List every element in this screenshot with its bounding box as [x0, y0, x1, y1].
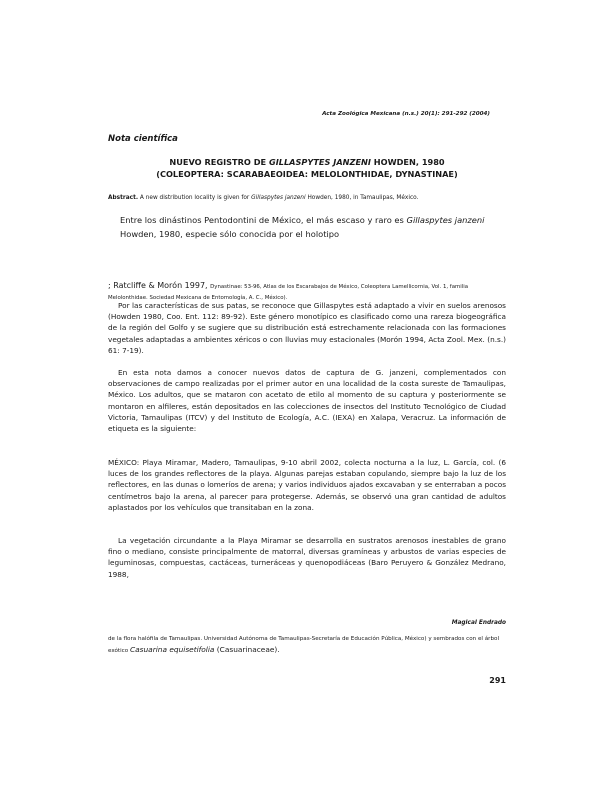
author-signature: Magical Endrado: [451, 620, 506, 626]
paragraph-3: MÉXICO: Playa Miramar, Madero, Tamaulipas, 9-10 abril 2002, colecta nocturna a la luz, L. García, col. (6 luces de los grandes reflectores de la playa. Algunas parejas estaban copulando, siempre bajo la luz de los reflectores, en las dunas o lomeríos de arena; y varios individuos ajados excavaban y se enterraban a pocos centímetros bajo la arena, al parecer para protegerse. Además, se observó una gran cantidad de adultos aplastados por los vehículos que transitaban en la zona.: [108, 458, 506, 512]
intro-paragraph: Entre los dinástinos Pentodontini de México, el más escaso y raro es Gillaspytes janzeni Howden, 1980, especie sólo conocida por el holotipo: [120, 215, 485, 239]
reference-note: ; Ratcliffe & Morón 1997, Dynastinae: 53-96, Atlas de los Escarabajos de México, Coleoptera Lamellicornia, Vol. 1, familia Melolonthidae. Sociedad Mexicana de Entomología, A. C., México).: [108, 281, 469, 301]
paragraph-1: Por las características de sus patas, se reconoce que Gillaspytes está adaptado a vivir en suelos arenosos (Howden 1980, Coo. Ent. 112: 89-92). Este género monotípico es clasificado como una rareza biogeográfica de la región del Golfo y se sugiere que su distribución está estrechamente relacionada con las formaciones vegetales adaptadas a ambientes xéricos o con lluvias muy estacionales (Morón 1994, Acta Zool. Mex. (n.s.) 61: 7-19).: [108, 301, 506, 355]
journal-reference: Acta Zoológica Mexicana (n.s.) 20(1): 291-292 (2004): [322, 111, 490, 117]
article-title: [108, 156, 506, 180]
title-line-2: (COLEOPTERA: SCARABAEOIDEA: MELOLONTHIDAE, DYNASTINAE): [156, 169, 458, 179]
paragraph-2: En esta nota damos a conocer nuevos datos de captura de G. janzeni, complementados con observaciones de campo realizadas por el primer autor en una localidad de la costa sureste de Tamaulipas, México. Los adultos, que se mataron con acetato de etilo al momento de su captura y posteriormente se montaron en alfileres, están depositados en las colecciones de insectos del Instituto Tecnológico de Ciudad Victoria, Tamaulipas (ITCV) y del Instituto de Ecología, A.C. (IEXA) en Xalapa, Veracruz. La información de etiqueta es la siguiente:: [108, 368, 506, 434]
paragraph-4: La vegetación circundante a la Playa Miramar se desarrolla en sustratos arenosos inestables de grano fino o mediano, consiste principalmente de matorral, diversas gramíneas y arbustos de varias especies de leguminosas, compuestas, cactáceas, turneráceas y quenopodiáceas (Baro Peruyero & González Medrano, 1988,: [108, 536, 506, 579]
page-number: 291: [489, 676, 506, 685]
continuation-text: de la flora halófila de Tamaulipas. Universidad Autónoma de Tamaulipas-Secretaría de Educación Pública, México) y sembrados con el árbol exótico Casuarina equisetifolia (Casuarinaceae).: [108, 636, 500, 654]
title-line-1: NUEVO REGISTRO DE GILLASPYTES JANZENI HOWDEN, 1980: [169, 157, 445, 167]
section-heading: Nota científica: [108, 134, 178, 144]
abstract: Abstract. A new distribution locality is given for Gillaspytes janzeni Howden, 1980, in Tamaulipas, México.: [108, 195, 419, 201]
